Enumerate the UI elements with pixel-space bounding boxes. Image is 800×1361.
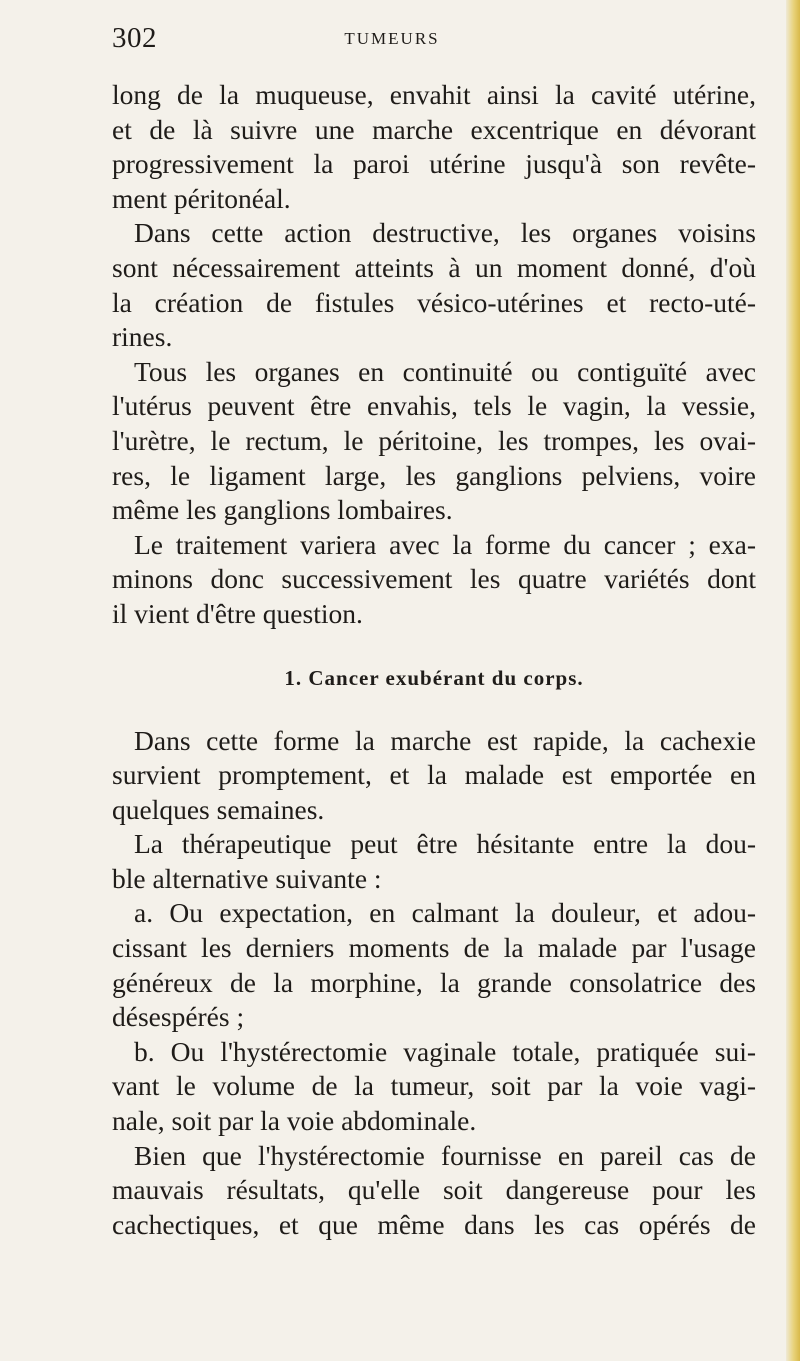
- running-head: TUMEURS: [344, 29, 440, 48]
- text-line: et de là suivre une marche excentrique en dévorant: [112, 113, 756, 145]
- text-line: Tous les organes en continuité ou contiguïté avec: [134, 355, 756, 387]
- text-line: minons donc successivement les quatre variétés dont: [112, 563, 756, 595]
- text-line: généreux de la morphine, la grande consolatrice des: [112, 966, 756, 998]
- text-line: Bien que l'hystérectomie fournisse en pareil cas de: [134, 1139, 756, 1171]
- text-line: sont nécessairement atteints à un moment donné, d'où: [112, 251, 756, 283]
- text-line: cachectiques, et que même dans les cas opérés de: [112, 1208, 756, 1240]
- page-number: 302: [112, 22, 157, 54]
- text-line: long de la muqueuse, envahit ainsi la cavité utérine,: [112, 79, 756, 110]
- text-line: ment péritonéal.: [112, 182, 291, 214]
- text-line: a. Ou expectation, en calmant la douleur, et adou-: [134, 897, 756, 929]
- text-line: nale, soit par la voie abdominale.: [112, 1105, 477, 1137]
- text-line: même les ganglions lombaires.: [112, 494, 453, 526]
- text-line: res, le ligament large, les ganglions pelviens, voire: [112, 459, 756, 491]
- text-line: rines.: [112, 321, 173, 353]
- text-line: mauvais résultats, qu'elle soit dangereuse pour les: [112, 1174, 756, 1206]
- text-line: il vient d'être question.: [112, 597, 363, 629]
- text-line: désespérés ;: [112, 1001, 245, 1033]
- page-edge: [786, 0, 800, 1361]
- body-text: [112, 78, 756, 1242]
- text-line: vant le volume de la tumeur, soit par la voie vagi-: [112, 1070, 756, 1102]
- text-line: La thérapeutique peut être hésitante entre la dou-: [134, 828, 756, 860]
- text-line: ble alternative suivante :: [112, 862, 382, 894]
- text-line: Dans cette action destructive, les organes voisins: [134, 217, 756, 249]
- page-header: [112, 22, 732, 62]
- text-line: cissant les derniers moments de la malade par l'usage: [112, 932, 756, 964]
- text-line: Le traitement variera avec la forme du cancer ; exa-: [134, 528, 756, 560]
- text-line: l'urètre, le rectum, le péritoine, les trompes, les ovai-: [112, 424, 756, 456]
- text-line: b. Ou l'hystérectomie vaginale totale, pratiquée sui-: [134, 1035, 756, 1067]
- text-line: survient promptement, et la malade est emportée en: [112, 759, 756, 791]
- text-line: l'utérus peuvent être envahis, tels le vagin, la vessie,: [112, 390, 756, 422]
- text-line: quelques semaines.: [112, 793, 325, 825]
- text-line: Dans cette forme la marche est rapide, la cachexie: [134, 724, 756, 756]
- text-line: la création de fistules vésico-utérines et recto-uté-: [112, 286, 756, 318]
- text-line: progressivement la paroi utérine jusqu'à son revête-: [112, 148, 756, 180]
- section-heading: 1. Cancer exubérant du corps.: [284, 665, 584, 690]
